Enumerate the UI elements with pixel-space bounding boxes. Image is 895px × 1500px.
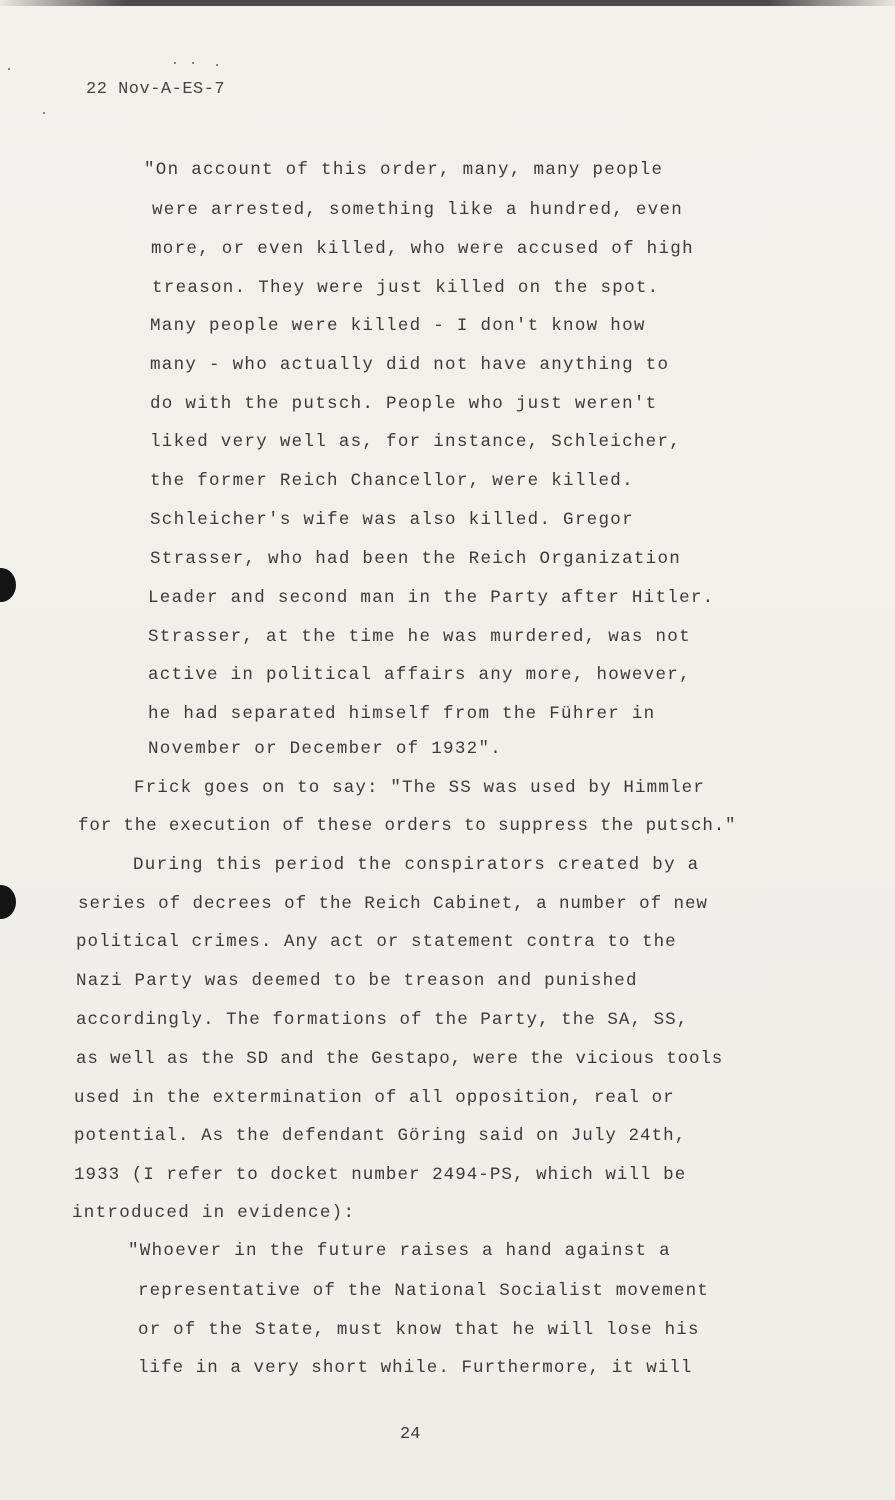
text-line: During this period the conspirators created by a — [133, 855, 700, 875]
text-line: as well as the SD and the Gestapo, were the vicious tools — [76, 1049, 724, 1069]
text-line: the former Reich Chancellor, were killed. — [150, 471, 634, 491]
scan-speck — [216, 64, 218, 66]
text-line: November or December of 1932". — [148, 739, 503, 759]
scan-top-edge — [0, 0, 895, 6]
text-line: liked very well as, for instance, Schleicher, — [150, 432, 682, 452]
text-line: Strasser, at the time he was murdered, was not — [148, 627, 691, 647]
scan-speck — [8, 68, 10, 70]
text-line: Many people were killed - I don't know how — [150, 316, 646, 336]
text-line: Strasser, who had been the Reich Organization — [150, 549, 682, 569]
text-line: 1933 (I refer to docket number 2494-PS, which will be — [74, 1165, 687, 1185]
text-line: for the execution of these orders to suppress the putsch." — [78, 816, 737, 836]
page-number: 24 — [400, 1425, 421, 1444]
text-line: Leader and second man in the Party after Hitler. — [148, 588, 715, 608]
text-line: he had separated himself from the Führer in — [148, 704, 656, 724]
text-line: representative of the National Socialist movement — [138, 1281, 709, 1301]
text-line: series of decrees of the Reich Cabinet, a number of new — [78, 894, 708, 914]
punch-hole — [0, 568, 16, 602]
text-line: potential. As the defendant Göring said on July 24th, — [74, 1126, 687, 1146]
text-line: Frick goes on to say: "The SS was used by Himmler — [134, 778, 705, 798]
scan-speck — [43, 112, 45, 114]
text-line: active in political affairs any more, however, — [148, 665, 691, 685]
text-line: life in a very short while. Furthermore, it will — [138, 1358, 693, 1378]
text-line: accordingly. The formations of the Party, the SA, SS, — [76, 1010, 689, 1030]
text-line: or of the State, must know that he will lose his — [138, 1320, 700, 1340]
text-line: political crimes. Any act or statement contra to the — [76, 932, 677, 952]
scan-speck — [192, 62, 194, 64]
text-line: "On account of this order, many, many people — [144, 160, 664, 180]
scan-speck — [174, 62, 176, 64]
text-line: used in the extermination of all opposition, real or — [74, 1088, 675, 1108]
text-line: treason. They were just killed on the spot. — [152, 278, 660, 298]
text-line: introduced in evidence): — [72, 1203, 356, 1223]
text-line: were arrested, something like a hundred, even — [152, 200, 684, 220]
text-line: do with the putsch. People who just weren't — [150, 394, 658, 414]
text-line: Nazi Party was deemed to be treason and punished — [76, 971, 638, 991]
text-line: many - who actually did not have anything to — [150, 355, 670, 375]
text-line: more, or even killed, who were accused of high — [151, 239, 694, 259]
document-reference: 22 Nov-A-ES-7 — [86, 80, 226, 99]
punch-hole — [0, 885, 16, 919]
text-line: "Whoever in the future raises a hand against a — [128, 1241, 671, 1261]
text-line: Schleicher's wife was also killed. Gregor — [150, 510, 634, 530]
